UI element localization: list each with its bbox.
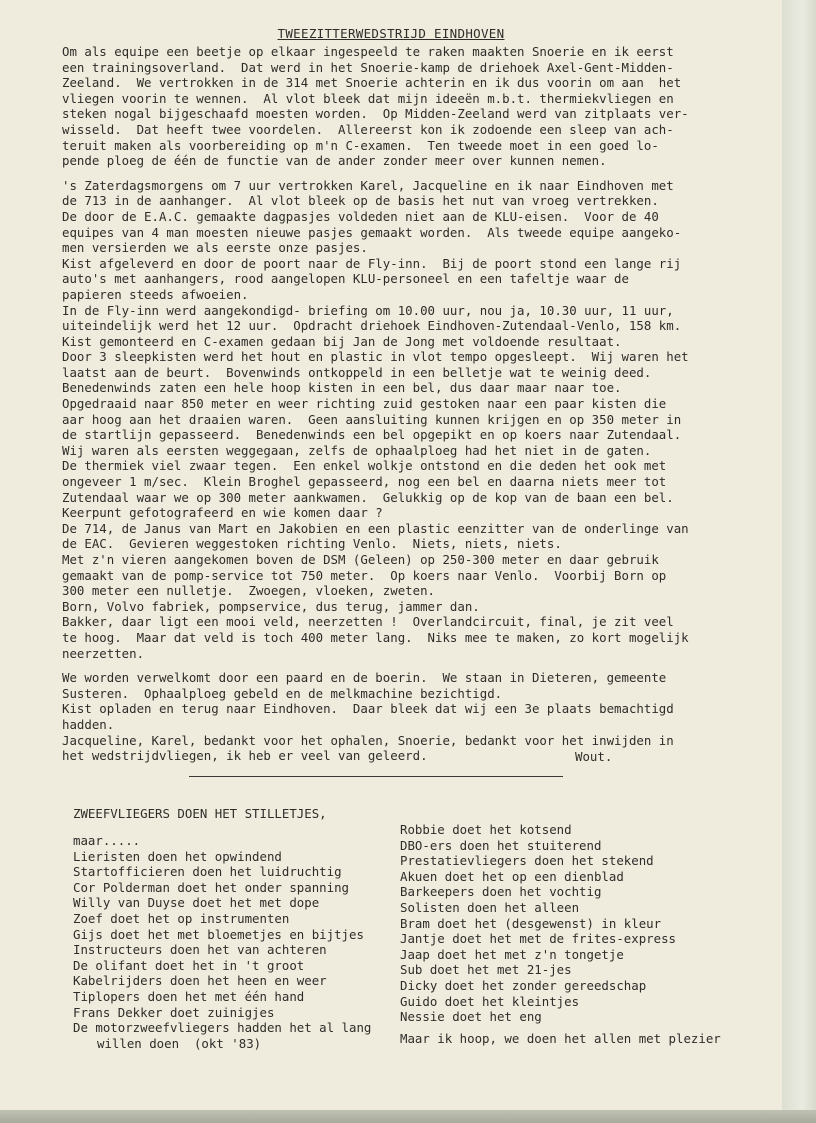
text-line: Born, Volvo fabriek, pompservice, dus terug, jammer dan.: [62, 598, 480, 614]
text-line: Om als equipe een beetje op elkaar ingespeeld te raken maakten Snoerie en ik eerst: [62, 44, 674, 59]
text-line: laatst aan de beurt. Bovenwinds ontkoppeld in een belletje wat te weinig deed.: [62, 364, 652, 380]
text-line: uiteindelijk werd het 12 uur. Opdracht driehoek Eindhoven-Zutendaal-Venlo, 158 km.: [62, 318, 682, 334]
poem-line: Jantje doet het met de frites-express: [400, 931, 677, 947]
poem-line: Tiplopers doen het met één hand: [73, 988, 305, 1004]
text-line: De 714, de Janus van Mart en Jakobien en een plastic eenzitter van de onderlinge van: [62, 520, 689, 536]
text-line: hadden.: [62, 716, 115, 732]
text-line: Jacqueline, Karel, bedankt voor het ophalen, Snoerie, bedankt voor het inwijden in: [62, 732, 674, 748]
poem-line: Jaap doet het met z'n tongetje: [400, 946, 624, 962]
text-line: papieren steeds afwoeien.: [62, 286, 249, 302]
text-line: Susteren. Ophaalploeg gebeld en de melkmachine bezichtigd.: [62, 685, 503, 701]
poem-line: Robbie doet het kotsend: [400, 822, 572, 837]
poem-left-column: [73, 833, 371, 1051]
poem-line: maar.....: [73, 833, 141, 848]
text-line: 's Zaterdagsmorgens om 7 uur vertrokken Karel, Jacqueline en ik naar Eindhoven met: [62, 177, 674, 193]
poem-line: Lieristen doen het opwindend: [73, 848, 282, 864]
text-line: Keerpunt gefotografeerd en wie komen daar ?: [62, 505, 383, 521]
text-line: In de Fly-inn werd aangekondigd- briefing om 10.00 uur, nou ja, 10.30 uur, 11 uur,: [62, 302, 674, 318]
text-line: een trainingsoverland. Dat werd in het Snoerie-kamp de driehoek Axel-Gent-Midden-: [62, 59, 674, 75]
page-edge: [782, 0, 816, 1123]
text-line: We worden verwelkomt door een paard en de boerin. We staan in Dieteren, gemeente: [62, 670, 667, 686]
text-line: te hoog. Maar dat veld is toch 400 meter lang. Niks mee te maken, zo kort mogelijk: [62, 629, 689, 645]
poem-line: Akuen doet het op een dienblad: [400, 868, 624, 884]
text-line: teruit maken als voorbereiding op m'n C-examen. Ten tweede moet in een goed lo-: [62, 137, 659, 153]
text-line: neerzetten.: [62, 645, 145, 661]
text-line: De door de E.A.C. gemaakte dagpasjes voldeden niet aan de KLU-eisen. Voor de 40: [62, 208, 659, 224]
poem-line: Willy van Duyse doet het met dope: [73, 895, 320, 911]
poem-line: Barkeepers doen het vochtig: [400, 884, 602, 900]
text-line: de 713 in de aanhanger. Al vlot bleek op de basis het nut van vroeg vertrekken.: [62, 193, 659, 209]
poem-line: De olifant doet het in 't groot: [73, 957, 305, 973]
text-line: gemaakt van de pomp-service tot 750 meter. Op koers naar Venlo. Voorbij Born op: [62, 567, 667, 583]
text-line: aar hoog aan het draaien waren. Geen aansluiting kunnen krijgen en op 350 meter in: [62, 411, 682, 427]
text-line: men versierden we als eerste onze pasjes.: [62, 240, 368, 256]
text-line: de startlijn gepasseerd. Benedenwinds een bel opgepikt en op koers naar Zutendaal.: [62, 427, 682, 443]
article-body: [62, 44, 722, 773]
poem-line: Zoef doet het op instrumenten: [73, 910, 290, 926]
poem-line: Solisten doen het alleen: [400, 899, 580, 915]
text-line: ongeveer 1 m/sec. Klein Broghel gepasseerd, nog een bel en daarna niets meer tot: [62, 474, 667, 490]
poem-closing-line: Maar ik hoop, we doen het allen met plezier: [400, 1031, 721, 1046]
text-line: De thermiek viel zwaar tegen. Een enkel wolkje ontstond en die deden het ook met: [62, 458, 667, 474]
poem-line: Nessie doet het eng: [400, 1009, 542, 1025]
poem-line: Cor Polderman doet het onder spanning: [73, 879, 350, 895]
text-line: Kist afgeleverd en door de poort naar de Fly-inn. Bij de poort stond een lange rij: [62, 255, 682, 271]
text-line: equipes van 4 man moesten nieuwe pasjes gemaakt worden. Als tweede equipe aangeko-: [62, 224, 682, 240]
text-line: Wij waren als eersten weggegaan, zelfs de ophaalploeg had het niet in de gaten.: [62, 442, 652, 458]
paragraph-1: [62, 44, 722, 169]
poem-line: Prestatievliegers doen het stekend: [400, 853, 654, 869]
author-signature: Wout.: [575, 749, 613, 764]
text-line: 300 meter een nulletje. Zwoegen, vloeken, zweten.: [62, 583, 435, 599]
text-line: auto's met aanhangers, rood aangelopen KLU-personeel en een tafeltje waar de: [62, 271, 629, 287]
text-line: Zutendaal waar we op 300 meter aankwamen. Gelukkig op de kop van de baan een bel.: [62, 489, 674, 505]
section-divider: [189, 776, 563, 777]
poem-line: Frans Dekker doet zuinigjes: [73, 1004, 275, 1020]
poem-line: Dicky doet het zonder gereedschap: [400, 977, 647, 993]
poem-line: DBO-ers doen het stuiterend: [400, 837, 602, 853]
poem-line: De motorzweefvliegers hadden het al lang: [73, 1020, 372, 1036]
text-line: pende ploeg de één de functie van de ander zonder meer over kunnen nemen.: [62, 153, 607, 169]
poem-line: willen doen (okt '83): [97, 1035, 262, 1051]
text-line: Bakker, daar ligt een mooi veld, neerzetten ! Overlandcircuit, final, je zit veel: [62, 614, 674, 630]
text-line: steken nogal bijgeschaafd moesten worden. Op Midden-Zeeland werd van zitplaats ver-: [62, 106, 689, 122]
poem-right-column: [400, 822, 676, 1025]
paragraph-3: [62, 670, 722, 764]
poem-line: Sub doet het met 21-jes: [400, 962, 572, 978]
text-line: wisseld. Dat heeft twee voordelen. Allereerst kon ik zodoende een sleep van ach-: [62, 121, 674, 137]
text-line: Kist opladen en terug naar Eindhoven. Daar bleek dat wij een 3e plaats bemachtigd: [62, 701, 674, 717]
text-line: Met z'n vieren aangekomen boven de DSM (Geleen) op 250-300 meter en daar gebruik: [62, 552, 659, 567]
text-line: Opgedraaid naar 850 meter en weer richting zuid gestoken naar een paar kisten die: [62, 396, 667, 412]
poem-line: Gijs doet het met bloemetjes en bijtjes: [73, 926, 364, 942]
poem-line: Startofficieren doen het luidruchtig: [73, 864, 342, 880]
poem-title: ZWEEFVLIEGERS DOEN HET STILLETJES,: [73, 806, 327, 821]
page-bottom-edge: [0, 1110, 816, 1123]
poem-line: Guido doet het kleintjes: [400, 993, 580, 1009]
article-title: TWEEZITTERWEDSTRIJD EINDHOVEN: [277, 26, 505, 41]
poem-line: Bram doet het (desgewenst) in kleur: [400, 915, 662, 931]
text-line: Kist gemonteerd en C-examen gedaan bij Jan de Jong met voldoende resultaat.: [62, 333, 622, 349]
text-line: Benedenwinds zaten een hele hoop kisten in een bel, dus daar maar naar toe.: [62, 380, 622, 396]
text-line: de EAC. Gevieren weggestoken richting Venlo. Niets, niets, niets.: [62, 536, 562, 552]
text-line: Zeeland. We vertrokken in de 314 met Snoerie achterin en ik dus voorin om aan het: [62, 75, 682, 91]
text-line: Door 3 sleepkisten werd het hout en plastic in vlot tempo opgesleept. Wij waren het: [62, 349, 689, 365]
poem-line: Instructeurs doen het van achteren: [73, 942, 327, 958]
poem-line: Kabelrijders doen het heen en weer: [73, 973, 327, 989]
text-line: vliegen voorin te wennen. Al vlot bleek dat mijn ideeën m.b.t. thermiekvliegen en: [62, 90, 674, 106]
paragraph-2: [62, 178, 722, 661]
text-line: het wedstrijdvliegen, ik heb er veel van geleerd.: [62, 748, 428, 764]
